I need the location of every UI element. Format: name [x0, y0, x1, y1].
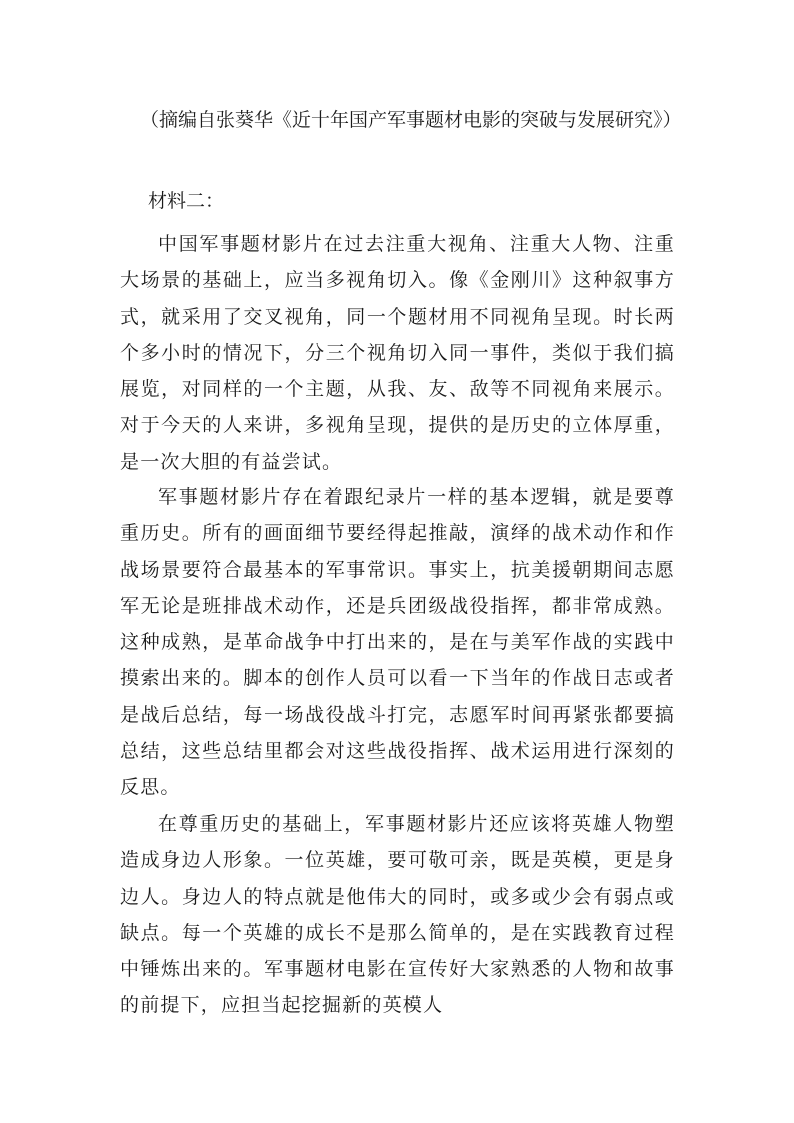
paragraph-text: 军事题材影片存在着跟纪录片一样的基本逻辑，就是要尊重历史。所有的画面细节要经得起推敲，演绎的战术动作和作战场景要符合最基本的军事常识。事实上，抗美援朝期间志愿军无论是班排战术动作，还是兵团级战役指挥，都非常成熟。这种成熟，是革命战争中打出来的，是在与美军作战的实践中摸索出来的。脚本的创作人员可以看一下当年的作战日志或者是战后总结，每一场战役战斗打完，志愿军时间再紧张都要搞总结，这些总结里都会对这些战役指挥、战术运用进行深刻的反思。: [120, 486, 675, 799]
section-heading: 材料二：: [148, 190, 225, 212]
paragraph-text: 在尊重历史的基础上，军事题材影片还应该将英雄人物塑造成身边人形象。一位英雄，要可敬可亲，既是英模，更是身边人。身边人的特点就是他伟大的同时，或多或少会有弱点或缺点。每一个英雄的成长不是那么简单的，是在实践教育过程中锤炼出来的。军事题材电影在宣传好大家熟悉的人物和故事的前提下，应担当起挖掘新的英模人: [120, 813, 675, 1017]
body-paragraph-1: [120, 226, 675, 480]
source-citation: （摘编自张葵华《近十年国产军事题材电影的突破与发展研究》）: [140, 109, 682, 131]
body-paragraph-2: [120, 479, 675, 806]
paragraph-text: 中国军事题材影片在过去注重大视角、注重大人物、注重大场景的基础上，应当多视角切入。像《金刚川》这种叙事方式，就采用了交叉视角，同一个题材用不同视角呈现。时长两个多小时的情况下，分三个视角切入同一事件，类似于我们搞展览，对同样的一个主题，从我、友、敌等不同视角来展示。对于今天的人来讲，多视角呈现，提供的是历史的立体厚重，是一次大胆的有益尝试。: [120, 233, 675, 473]
body-paragraph-3: [120, 806, 675, 1024]
